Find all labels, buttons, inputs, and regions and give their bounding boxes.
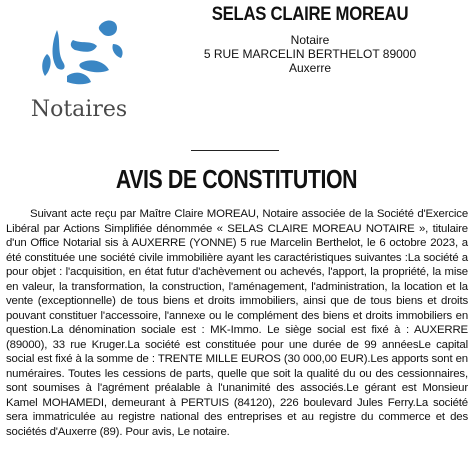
- divider: [191, 150, 279, 151]
- notary-address: 5 RUE MARCELIN BERTHELOT 89000: [203, 47, 417, 61]
- firm-name: SELAS CLAIRE MOREAU: [211, 4, 409, 25]
- logo-wordmark: Notaires: [30, 97, 128, 122]
- notary-header: [150, 2, 470, 75]
- notary-city: Auxerre: [288, 61, 332, 75]
- notary-role: Notaire: [290, 33, 330, 47]
- notaires-logo: [17, 10, 141, 132]
- notice-title: AVIS DE CONSTITUTION: [115, 164, 358, 194]
- notice-body: Suivant acte reçu par Maître Claire MOREAU, Notaire associée de la Société d'Exercice Libéral par Actions Simplifiée dénommée « SELAS CLAIRE MOREAU NOTAIRE », titulaire d'un Office Notarial sis à AUXERRE (YONNE) 5 rue Marcelin Berthelot, le 6 octobre 2023, a été constituée une société civile immobilière ayant les caractéristiques suivantes :La société a pour objet : l'acquisition, en état futur d'achèvement ou achevés, l'apport, la propriété, la mise en valeur, la transformation, la construction, l'aménagement, l'administration, la location et la vente (exceptionnelle) de tous biens et droits immobiliers, ainsi que de tous biens et droits pouvant constituer l'accessoire, l'annexe ou le complément des biens et droits immobiliers en question.La dénomination sociale est : MK-Immo. Le siège social est fixé à : AUXERRE (89000), 33 rue Kruger.La société est constituée pour une durée de 99 annéesLe capital social est fixé à la somme de : TRENTE MILLE EUROS (30 000,00 EUR).Les apports sont en numéraires. Toutes les cessions de parts, quelle que soit la qualité du ou des cessionnaires, sont soumises à l'agrément préalable à l'unanimité des associés.Le gérant est Monsieur Kamel MOHAMEDI, demeurant à PERTUIS (84120), 226 boulevard Jules Ferry.La société sera immatriculée au registre national des entreprises et au registre du commerce et des sociétés d'Auxerre (89). Pour avis, Le notaire.: [6, 208, 468, 438]
